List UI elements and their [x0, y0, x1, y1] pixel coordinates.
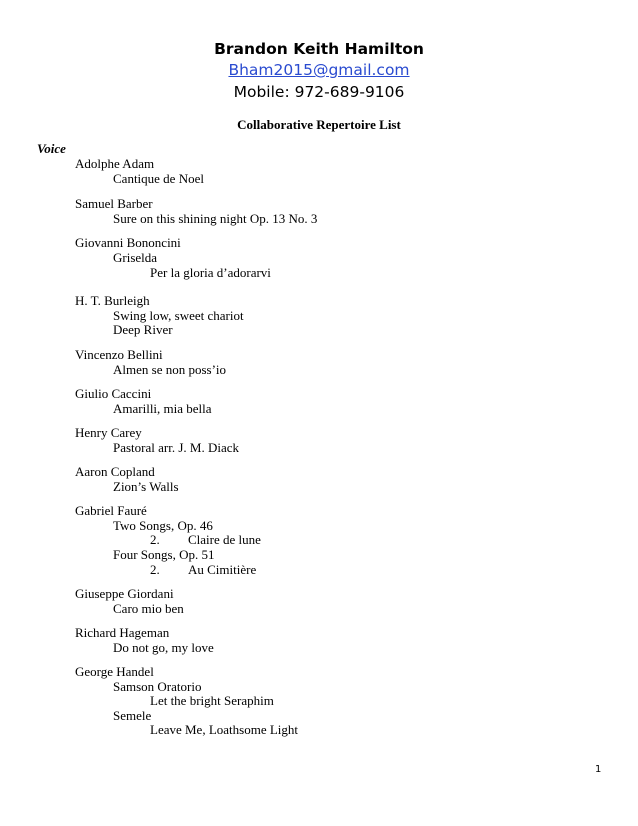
- work-title: Deep River: [113, 322, 173, 337]
- composer-name: Gabriel Fauré: [75, 503, 147, 518]
- work-title: Cantique de Noel: [113, 171, 204, 186]
- composer-name: Vincenzo Bellini: [75, 347, 163, 362]
- work-title: Caro mio ben: [113, 601, 184, 616]
- work-title: Four Songs, Op. 51: [113, 547, 215, 562]
- movement-title: Leave Me, Loathsome Light: [150, 722, 299, 737]
- movement-title: Let the bright Seraphim: [150, 693, 274, 708]
- composer-name: Aaron Copland: [75, 464, 155, 479]
- author-name: Brandon Keith Hamilton: [214, 40, 424, 58]
- movement-title: Claire de lune: [188, 532, 261, 547]
- section-heading-voice: Voice: [37, 141, 66, 156]
- composer-name: Samuel Barber: [75, 196, 153, 211]
- composer-name: George Handel: [75, 664, 154, 679]
- work-title: Semele: [113, 708, 152, 723]
- work-title: Two Songs, Op. 46: [113, 518, 213, 533]
- movement-title: Au Cimitière: [188, 562, 257, 577]
- composer-name: H. T. Burleigh: [75, 293, 150, 308]
- work-title: Do not go, my love: [113, 640, 214, 655]
- work-title: Griselda: [113, 250, 158, 265]
- composer-name: Henry Carey: [75, 425, 142, 440]
- page-number: 1: [595, 764, 602, 775]
- composer-name: Giovanni Bononcini: [75, 235, 181, 250]
- work-title: Amarilli, mia bella: [113, 401, 212, 416]
- composer-name: Giulio Caccini: [75, 386, 152, 401]
- document-subtitle: Collaborative Repertoire List: [237, 117, 401, 132]
- work-title: Almen se non poss’io: [113, 362, 227, 377]
- work-title: Samson Oratorio: [113, 679, 202, 694]
- work-title: Swing low, sweet chariot: [113, 308, 244, 323]
- movement-number: 2.: [150, 532, 160, 547]
- composer-name: Giuseppe Giordani: [75, 586, 174, 601]
- composer-name: Adolphe Adam: [75, 156, 155, 171]
- movement-number: 2.: [150, 562, 160, 577]
- mobile-number: Mobile: 972-689-9106: [233, 83, 405, 101]
- email-link[interactable]: Bham2015@gmail.com: [228, 61, 410, 79]
- work-title: Pastoral arr. J. M. Diack: [113, 440, 240, 455]
- work-title: Zion’s Walls: [113, 479, 179, 494]
- movement-title: Per la gloria d’adorarvi: [150, 265, 271, 280]
- work-title: Sure on this shining night Op. 13 No. 3: [113, 211, 318, 226]
- composer-name: Richard Hageman: [75, 625, 170, 640]
